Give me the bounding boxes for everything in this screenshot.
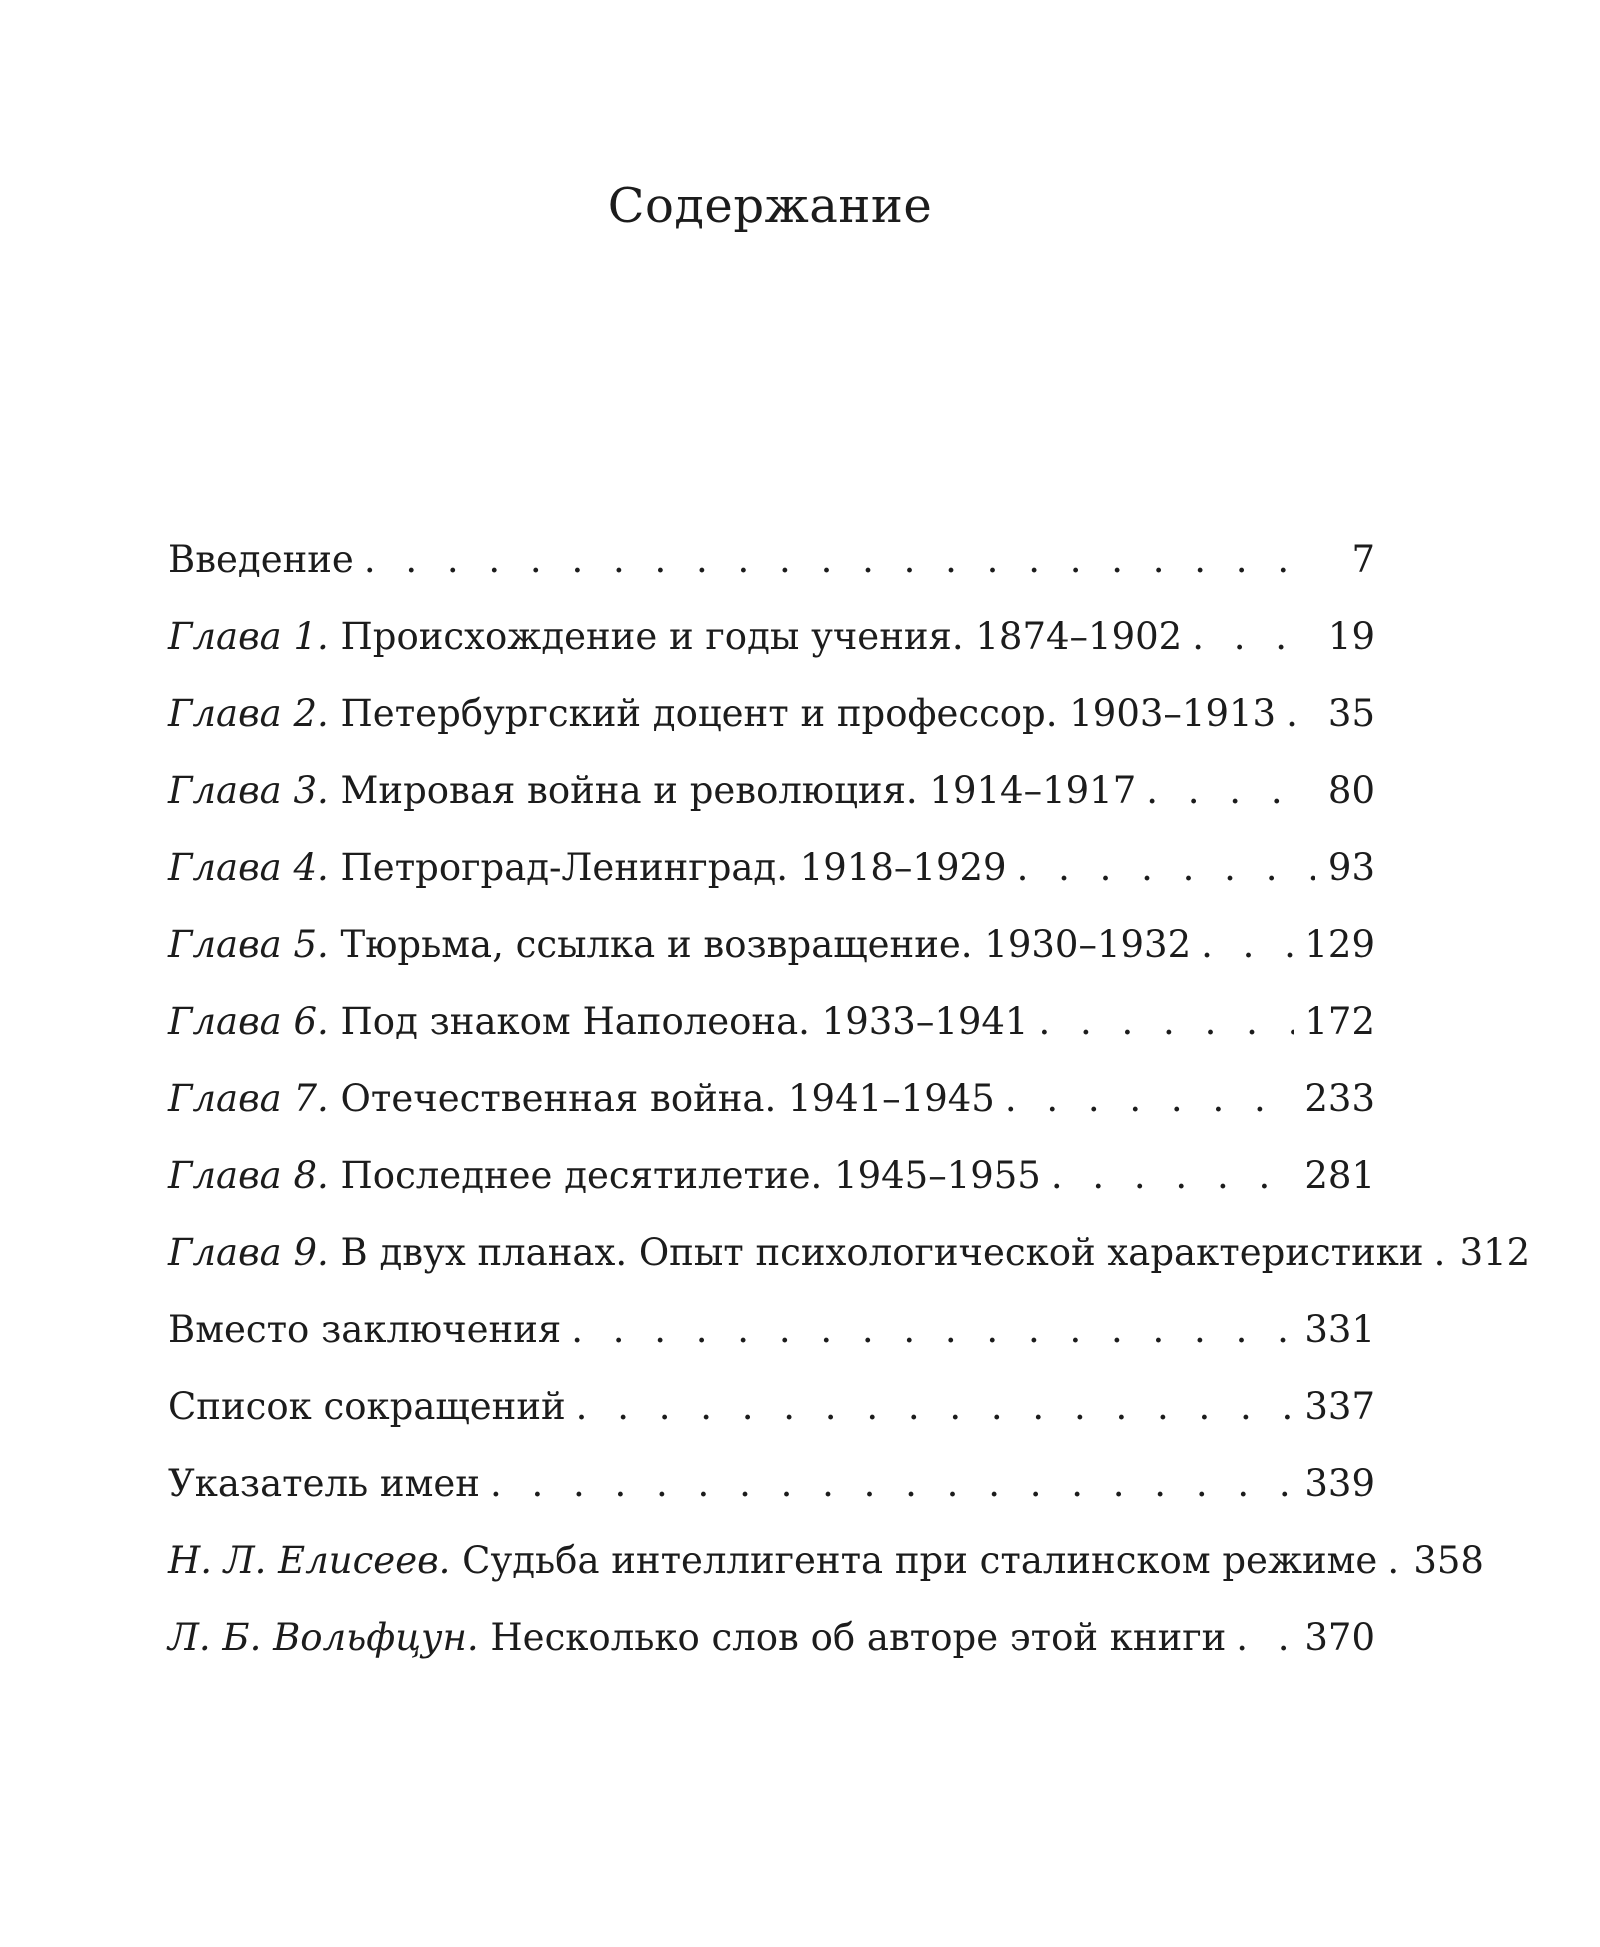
toc-entry-text: Под знаком Наполеона. 1933–1941	[328, 1000, 1029, 1043]
toc-entry-title	[168, 615, 1182, 658]
toc-entry-text: Петроград-Ленинград. 1918–1929	[328, 846, 1007, 889]
dot-leader	[1051, 1154, 1295, 1197]
toc-entry-title	[168, 538, 354, 581]
dot-leader	[1146, 769, 1315, 812]
toc-entry-text: Петербургский доцент и профессор. 1903–1913	[328, 692, 1277, 735]
dot-leader	[1286, 692, 1315, 735]
toc-entry-chapter-5[interactable]	[168, 923, 1375, 1000]
toc-entry-chapter-1[interactable]	[168, 615, 1375, 692]
toc-entry-chapter-4[interactable]	[168, 846, 1375, 923]
toc-page-number: 281	[1304, 1154, 1375, 1197]
toc-entry-title	[168, 1000, 1028, 1043]
toc-entry-title	[168, 1231, 1424, 1274]
toc-entry-title	[168, 692, 1276, 735]
dot-leader	[1017, 846, 1315, 889]
toc-entry-text: Мировая война и революция. 1914–1917	[328, 769, 1137, 812]
dot-leader	[1434, 1231, 1450, 1274]
toc-entry-text: Указатель имен	[168, 1462, 480, 1505]
toc-page-number: 19	[1327, 615, 1375, 658]
toc-entry-title	[168, 1308, 561, 1351]
toc-entry-title	[168, 846, 1007, 889]
toc-entry-label: Глава 5.	[168, 923, 329, 966]
toc-entry-label: Глава 3.	[168, 769, 329, 812]
toc-entry-chapter-6[interactable]	[168, 1000, 1375, 1077]
toc-page-number: 129	[1304, 923, 1375, 966]
dot-leader	[1005, 1077, 1295, 1120]
toc-entry-name-index[interactable]	[168, 1462, 1375, 1539]
toc-entry-chapter-9[interactable]	[168, 1231, 1531, 1308]
toc-entry-label: Л. Б. Вольфцун.	[168, 1616, 479, 1659]
toc-entry-label: Глава 8.	[168, 1154, 329, 1197]
dot-leader	[576, 1385, 1295, 1428]
toc-page-number: 7	[1351, 538, 1375, 581]
toc-entry-chapter-8[interactable]	[168, 1154, 1375, 1231]
toc-page-number: 80	[1327, 769, 1375, 812]
toc-entry-label: Глава 4.	[168, 846, 329, 889]
toc-entry-title	[168, 1539, 1377, 1582]
toc-entry-title	[168, 1077, 995, 1120]
toc-entry-abbreviations[interactable]	[168, 1385, 1375, 1462]
toc-entry-chapter-3[interactable]	[168, 769, 1375, 846]
dot-leader	[1387, 1539, 1403, 1582]
toc-entry-title	[168, 1462, 480, 1505]
toc-entry-label: Глава 7.	[168, 1077, 329, 1120]
toc-entry-text: Вместо заключения	[168, 1308, 562, 1351]
toc-entry-text: Введение	[168, 538, 354, 581]
toc-page-number: 370	[1304, 1616, 1375, 1659]
dot-leader	[364, 538, 1315, 581]
toc-entry-text: Отечественная война. 1941–1945	[328, 1077, 995, 1120]
toc-page-number: 233	[1304, 1077, 1375, 1120]
dot-leader	[1038, 1000, 1294, 1043]
toc-entry-volftsun-essay[interactable]	[168, 1616, 1375, 1693]
toc-page-number: 172	[1304, 1000, 1375, 1043]
toc-page-number: 339	[1304, 1462, 1375, 1505]
toc-page-number: 358	[1413, 1539, 1484, 1582]
toc-entry-text: Происхождение и годы учения. 1874–1902	[328, 615, 1183, 658]
toc-entry-text: В двух планах. Опыт психологической характеристики	[328, 1231, 1424, 1274]
toc-entry-title	[168, 923, 1191, 966]
toc-entry-text: Судьба интеллигента при сталинском режиме	[450, 1539, 1378, 1582]
dot-leader	[1201, 923, 1294, 966]
toc-entry-text: Последнее десятилетие. 1945–1955	[328, 1154, 1041, 1197]
dot-leader	[1236, 1616, 1294, 1659]
toc-page-number: 35	[1327, 692, 1375, 735]
toc-entry-eliseev-essay[interactable]	[168, 1539, 1484, 1616]
toc-page-number: 337	[1304, 1385, 1375, 1428]
toc-entry-title	[168, 1385, 566, 1428]
toc-entry-title	[168, 1154, 1041, 1197]
dot-leader	[1192, 615, 1315, 658]
toc-entry-label: Глава 2.	[168, 692, 329, 735]
toc-entry-introduction[interactable]	[168, 538, 1375, 615]
toc-page-number: 93	[1327, 846, 1375, 889]
toc-entry-chapter-2[interactable]	[168, 692, 1375, 769]
toc-entry-chapter-7[interactable]	[168, 1077, 1375, 1154]
toc-entry-label: Глава 1.	[168, 615, 329, 658]
page-title: Содержание	[607, 178, 933, 234]
toc-entry-text: Несколько слов об авторе этой книги	[478, 1616, 1227, 1659]
dot-leader	[571, 1308, 1294, 1351]
toc-entry-label: Глава 9.	[168, 1231, 329, 1274]
table-of-contents	[168, 538, 1531, 1693]
toc-entry-conclusion[interactable]	[168, 1308, 1375, 1385]
toc-entry-text: Тюрьма, ссылка и возвращение. 1930–1932	[328, 923, 1192, 966]
toc-entry-label: Н. Л. Елисеев.	[168, 1539, 451, 1582]
toc-page-number: 312	[1459, 1231, 1531, 1274]
dot-leader	[490, 1462, 1294, 1505]
toc-entry-label: Глава 6.	[168, 1000, 329, 1043]
toc-entry-title	[168, 769, 1136, 812]
toc-entry-text: Список сокращений	[168, 1385, 566, 1428]
toc-entry-title	[168, 1616, 1226, 1659]
toc-page-number: 331	[1304, 1308, 1375, 1351]
